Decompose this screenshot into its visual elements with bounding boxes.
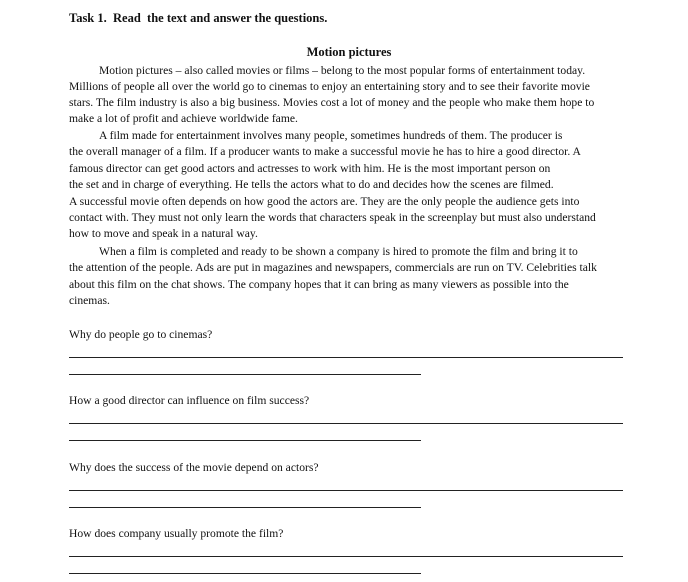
answer-line[interactable]: [69, 423, 623, 424]
text-line: When a film is completed and ready to be shown a company is hired to promote the film and bring it to: [99, 245, 578, 258]
text-line: A successful movie often depends on how good the actors are. They are the only people the audience gets into: [69, 195, 580, 208]
text-line: Millions of people all over the world go to cinemas to enjoy an entertaining story and to see their favorite movie: [69, 80, 590, 93]
question-3: Why does the success of the movie depend on actors?: [69, 461, 319, 474]
text-line: Motion pictures – also called movies or films – belong to the most popular forms of entertainment today.: [99, 64, 586, 77]
answer-line[interactable]: [69, 374, 421, 375]
text-line: the set and in charge of everything. He tells the actors what to do and decides how the scenes are filmed.: [69, 178, 554, 191]
text-line: famous director can get good actors and actresses to work with him. He is the most important person on: [69, 162, 551, 175]
text-line: cinemas.: [69, 294, 110, 307]
answer-line[interactable]: [69, 556, 623, 557]
text-line: make a lot of profit and achieve worldwide fame.: [69, 112, 298, 125]
text-line: A film made for entertainment involves many people, sometimes hundreds of them. The producer is: [99, 129, 563, 142]
question-2: How a good director can influence on film success?: [69, 394, 310, 407]
question-4: How does company usually promote the film?: [69, 527, 284, 540]
task-heading: Task 1. Read the text and answer the questions.: [69, 11, 328, 25]
answer-line[interactable]: [69, 507, 421, 508]
answer-line[interactable]: [69, 573, 421, 574]
text-line: contact with. They must not only learn the words that characters speak in the screenplay but must also understand: [69, 211, 596, 224]
text-line: about this film on the chat shows. The company hopes that it can bring as many viewers as possible into the: [69, 278, 569, 291]
text-line: stars. The film industry is also a big business. Movies cost a lot of money and the people who make them hope to: [69, 96, 595, 109]
answer-line[interactable]: [69, 357, 623, 358]
question-1: Why do people go to cinemas?: [69, 328, 213, 341]
answer-line[interactable]: [69, 490, 623, 491]
text-line: the overall manager of a film. If a producer wants to make a successful movie he has to hire a good director. A: [69, 145, 581, 158]
text-line: how to move and speak in a natural way.: [69, 227, 258, 240]
text-line: the attention of the people. Ads are put in magazines and newspapers, commercials are run on TV. Celebrities talk: [69, 261, 597, 274]
answer-line[interactable]: [69, 440, 421, 441]
text-title: Motion pictures: [306, 45, 392, 59]
